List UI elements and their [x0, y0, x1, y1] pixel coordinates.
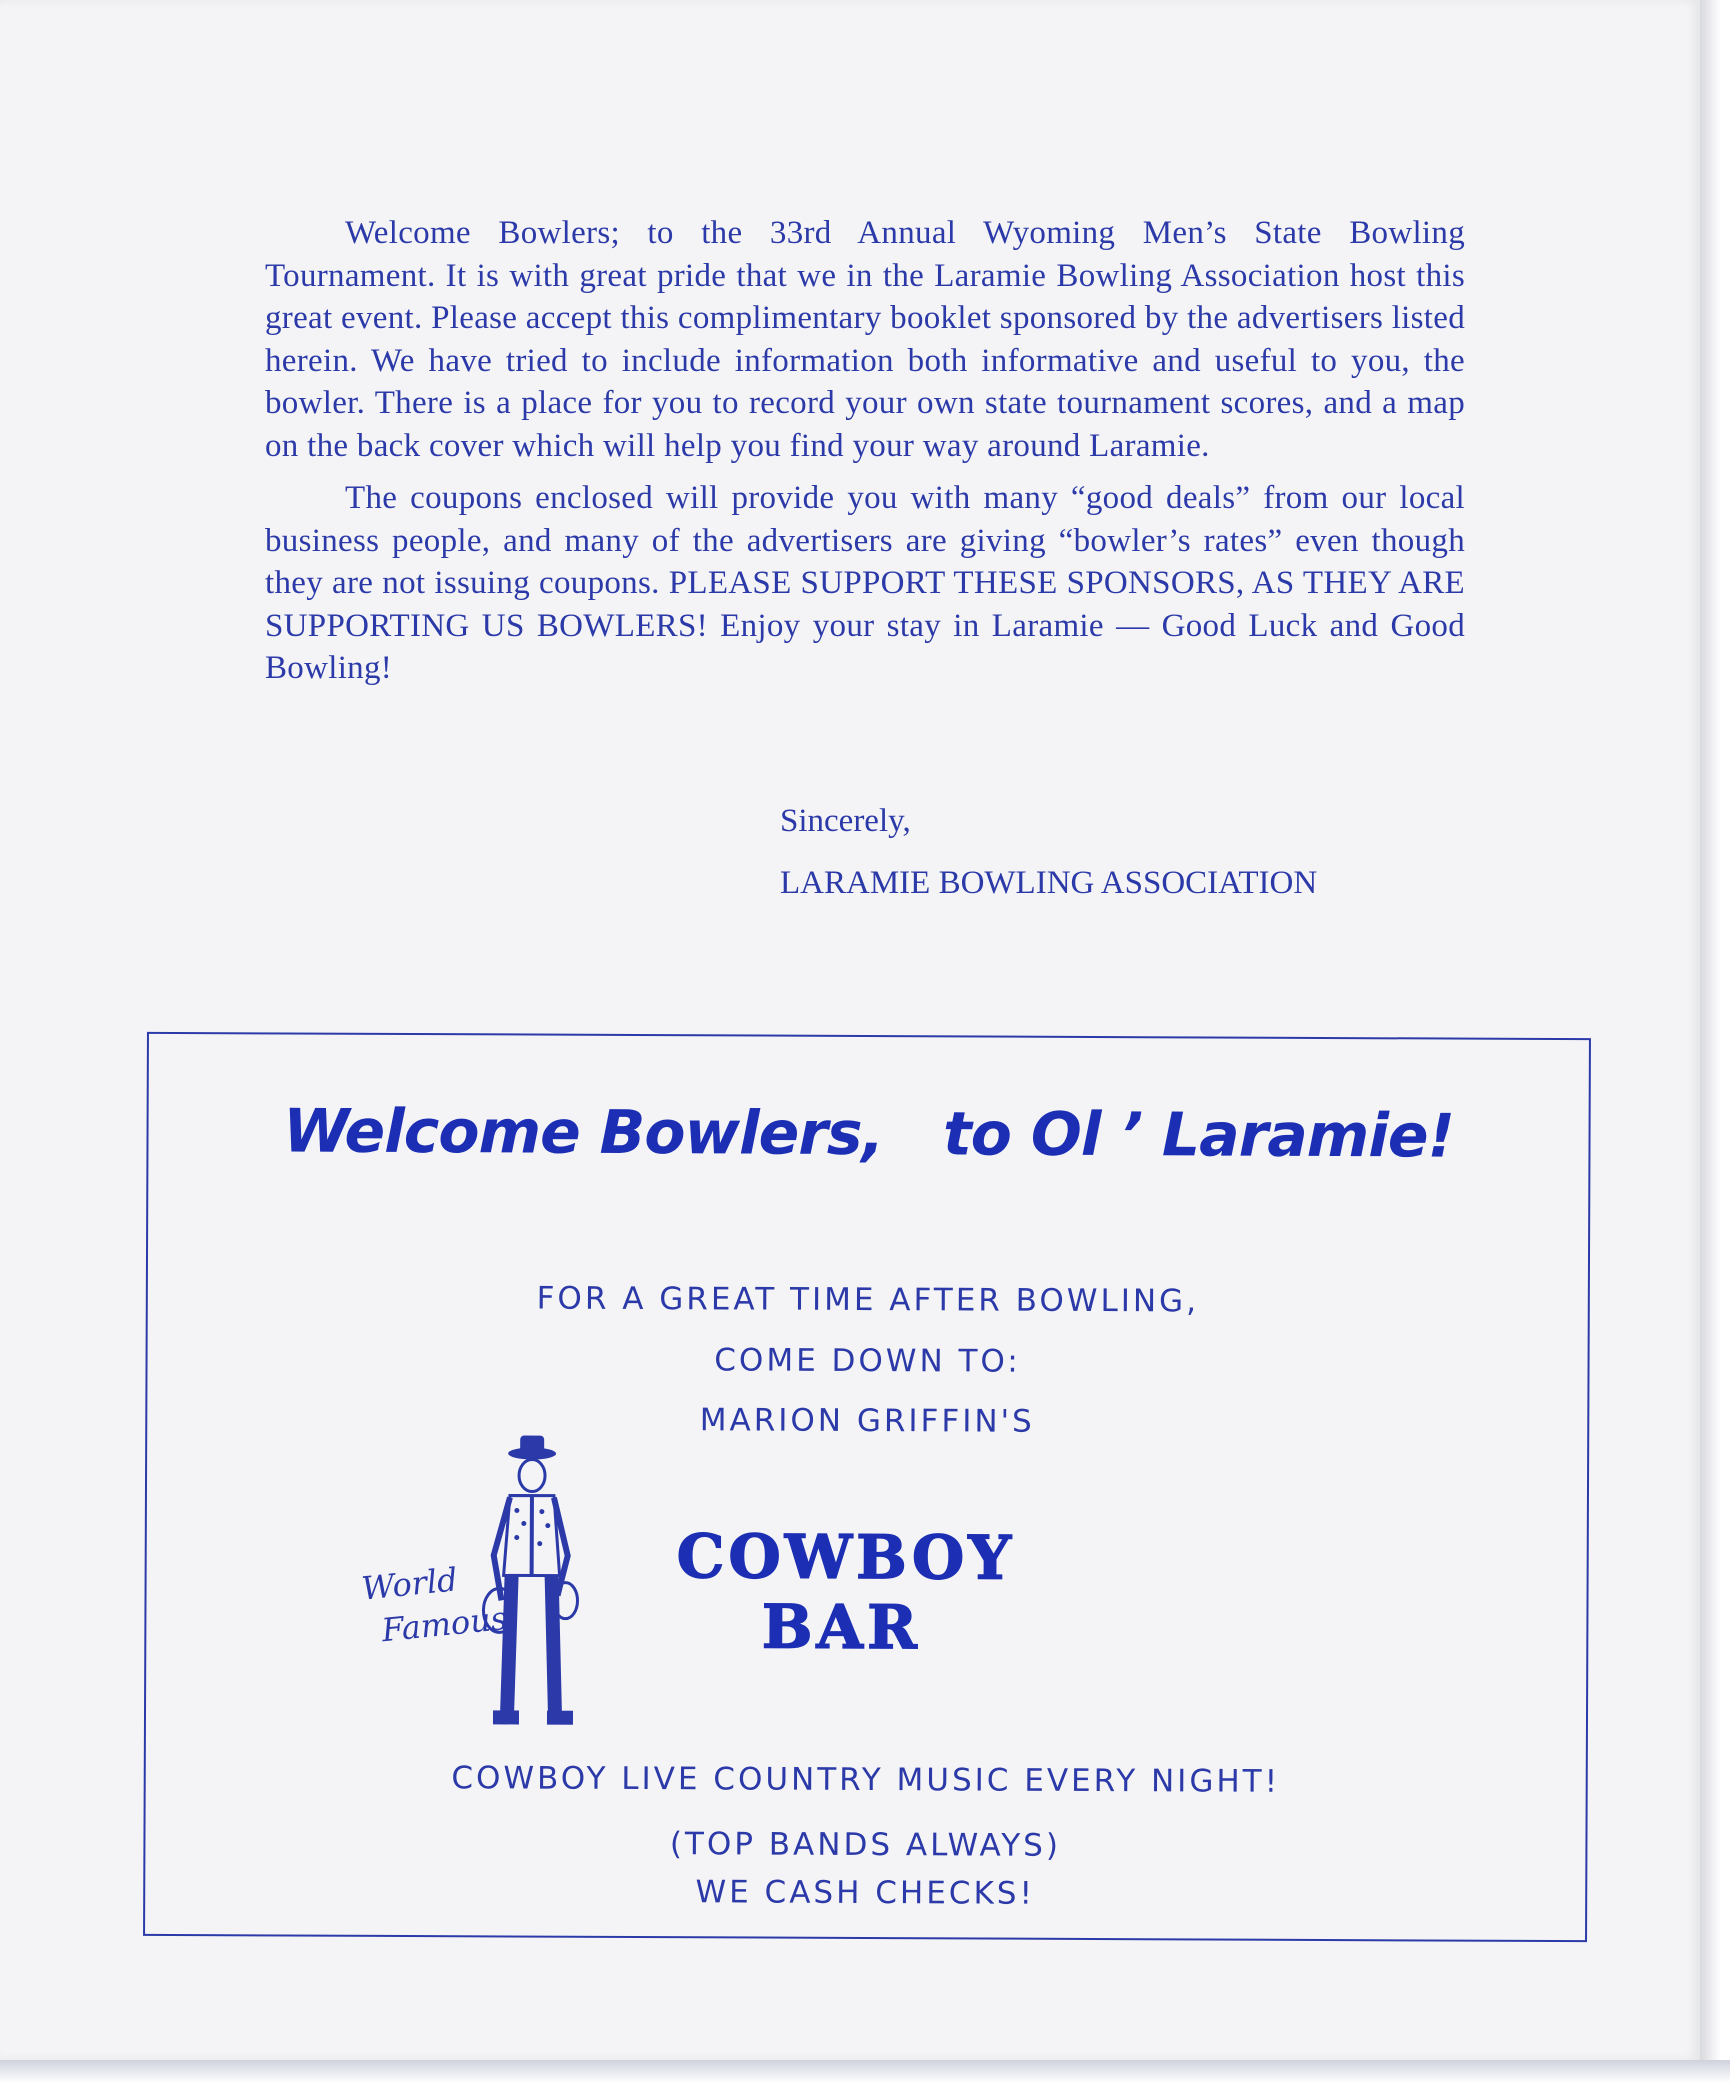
page-edge	[1700, 0, 1730, 2083]
welcome-letter	[265, 212, 1465, 700]
ad-line-after-bowling: FOR A GREAT TIME AFTER BOWLING,	[536, 1280, 1200, 1320]
letter-paragraph-2: The coupons enclosed will provide you with many “good deals” from our local business people, and many of the advertisers are giving “bowler’s rates” even though they are not issuing coupons. PLEASE SUPPORT THESE SPONSORS, AS THEY ARE SUPPORTING US BOWLERS! Enjoy your stay in Laramie — Good Luck and Good Bowling!	[265, 480, 1465, 686]
bar-name-cowboy: COWBOY	[676, 1522, 1016, 1594]
ad-headline: Welcome Bowlers, to Ol ’ Laramie!	[283, 1096, 1455, 1172]
cowboy-bar-advertisement	[143, 1032, 1591, 1942]
letter-signature: LARAMIE BOWLING ASSOCIATION	[780, 865, 1318, 901]
bar-name-bar: BAR	[761, 1592, 922, 1664]
page-bottom-edge	[0, 2060, 1730, 2083]
cowboy-figure-icon	[359, 1425, 602, 1736]
ad-note-top-bands: (TOP BANDS ALWAYS)	[669, 1826, 1062, 1864]
letter-paragraph-1: Welcome Bowlers; to the 33rd Annual Wyoming Men’s State Bowling Tournament. It is with great pride that we in the Laramie Bowling Association host this great event. Please accept this complimentary booklet sponsored by the advertisers listed herein. We have tried to include information both informative and useful to you, the bowler. There is a place for you to record your own state tournament scores, and a map on the back cover which will help you find your way around Laramie.	[265, 215, 1465, 464]
logo-script-famous: Famous	[379, 1598, 509, 1650]
ad-line-come-down: COME DOWN TO:	[714, 1342, 1021, 1380]
letter-signoff	[780, 790, 1317, 914]
ad-note-cash-checks: WE CASH CHECKS!	[695, 1874, 1036, 1912]
ad-line-owner: MARION GRIFFIN'S	[699, 1402, 1035, 1440]
logo-script-world: World	[359, 1560, 460, 1608]
letter-closing: Sincerely,	[780, 803, 911, 839]
ad-tagline: COWBOY LIVE COUNTRY MUSIC EVERY NIGHT!	[451, 1760, 1281, 1800]
